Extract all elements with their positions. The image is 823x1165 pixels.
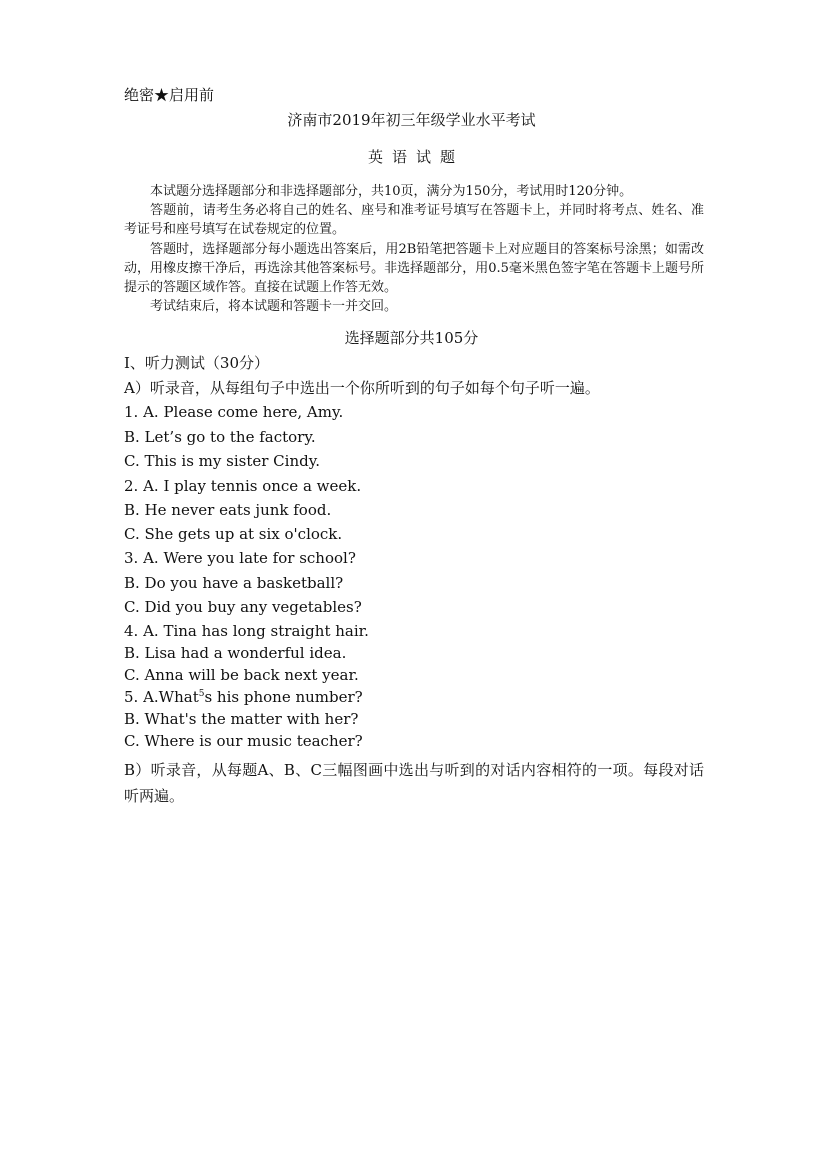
- question-line: 2. A. I play tennis once a week.: [124, 477, 362, 495]
- question-line-start: 5. A.What: [124, 688, 199, 706]
- part-title: I、听力测试（30分）: [124, 354, 270, 372]
- question-line: 4. A. Tina has long straight hair.: [124, 622, 369, 640]
- subject-title: 英语试题: [367, 148, 464, 166]
- question-line-rest: s his phone number?: [204, 688, 363, 706]
- question-line: B. What's the matter with her?: [124, 710, 359, 728]
- question-line: C. Anna will be back next year.: [124, 666, 359, 684]
- confidential-label: 绝密★启用前: [124, 86, 215, 104]
- instructions: [124, 182, 704, 316]
- part-a-instruction: A）听录音，从每组句子中选出一个你所听到的句子如每个句子听一遍。: [124, 379, 600, 397]
- part-b-instruction: [124, 757, 704, 809]
- question-line: B. Let’s go to the factory.: [124, 428, 316, 446]
- question-line: B. He never eats junk food.: [124, 501, 332, 519]
- instruction-paragraph: 考试结束后，将本试题和答题卡一并交回。: [150, 299, 398, 315]
- question-line: 3. A. Were you late for school?: [124, 549, 356, 567]
- instruction-paragraph: 答题时，选择题部分每小题选出答案后，用2B铅笔把答题卡上对应题目的答案标号涂黑；如需改动，用橡皮擦干净后，再选涂其他答案标号。非选择题部分，用0.5毫米黑色签字笔在答题卡上题号所提示的答题区域作答。直接在试题上作答无效。: [124, 241, 704, 296]
- question-line: C. Did you buy any vegetables?: [124, 598, 362, 616]
- exam-title: 济南市2019年初三年级学业水平考试: [287, 111, 536, 129]
- question-line: B. Lisa had a wonderful idea.: [124, 644, 347, 662]
- question-line: C. She gets up at six o'clock.: [124, 525, 343, 543]
- instruction-paragraph: 本试题分选择题部分和非选择题部分，共10页，满分为150分，考试用时120分钟。: [150, 184, 633, 199]
- part-b-text: B）听录音，从每题A、B、C三幅图画中选出与听到的对话内容相符的一项。每段对话听两遍。: [124, 761, 704, 805]
- superscript-mark: 5: [198, 689, 205, 699]
- question-line: [124, 690, 363, 705]
- question-line: B. Do you have a basketball?: [124, 574, 344, 592]
- question-line: 1. A. Please come here, Amy.: [124, 403, 344, 421]
- instruction-paragraph: 答题前，请考生务必将自己的姓名、座号和准考证号填写在答题卡上，并同时将考点、姓名、准考证号和座号填写在试卷规定的位置。: [124, 203, 704, 238]
- section-heading: 选择题部分共105分: [344, 329, 479, 347]
- question-line: C. Where is our music teacher?: [124, 732, 363, 750]
- question-line: C. This is my sister Cindy.: [124, 452, 320, 470]
